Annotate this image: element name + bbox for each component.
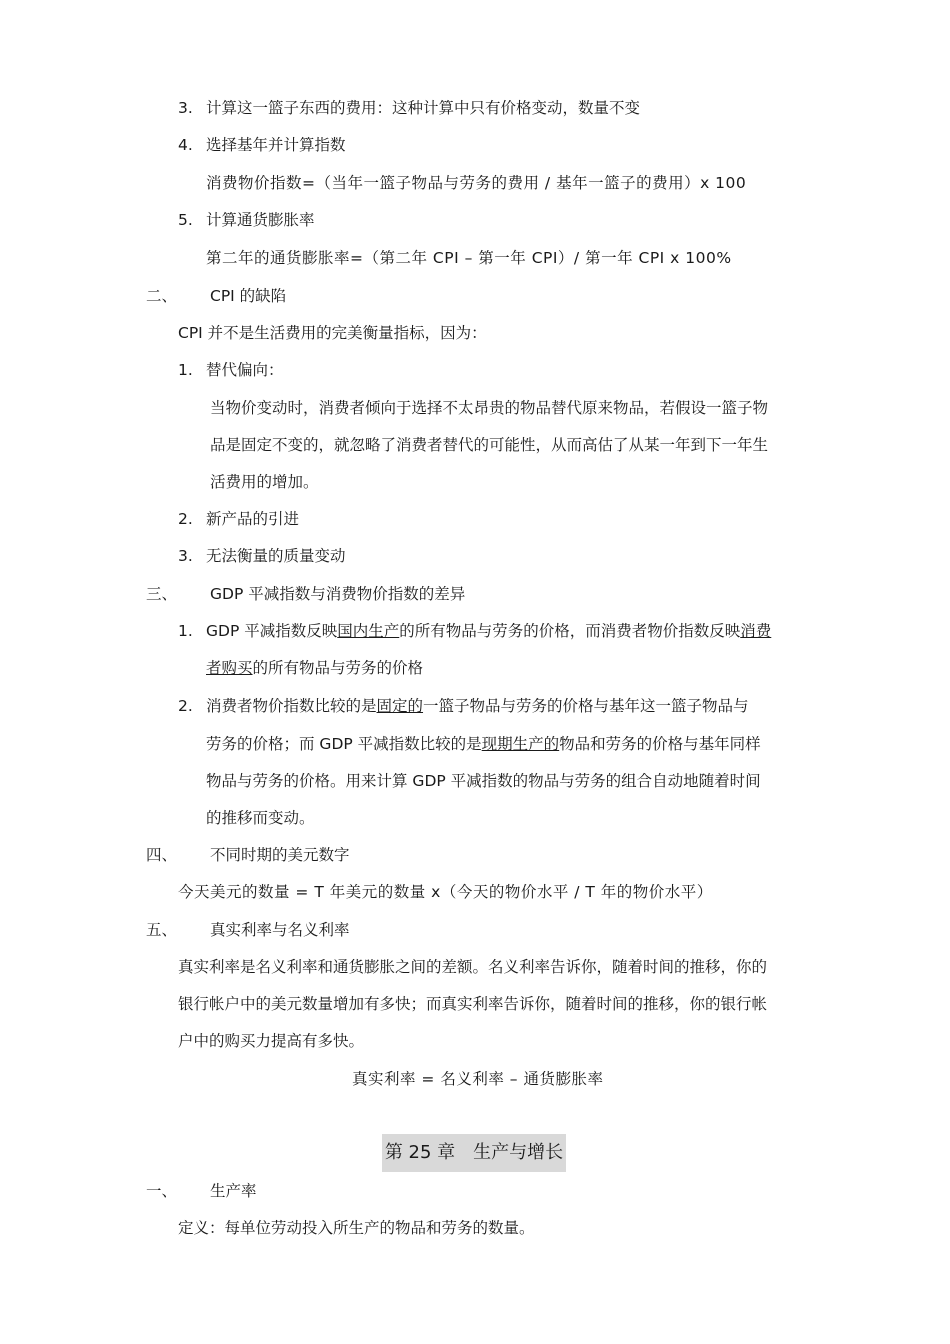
section-heading-5 [146,920,350,940]
paragraph-line: 的推移而变动。 [206,809,315,827]
list-number: 1. [178,622,193,640]
list-number: 4. [178,136,193,154]
list-number: 5. [178,211,193,229]
list-text-part: 消费者物价指数比较的是 [206,697,377,715]
section-number: 一、 [146,1182,178,1200]
list-item-5 [178,210,315,230]
underlined-term: 者购买 [206,659,253,677]
section-heading-4 [146,845,350,865]
list-text-part: 物品和劳务的价格与基年同样 [559,735,761,753]
list-item-1 [178,360,284,380]
list-text: 选择基年并计算指数 [206,136,346,154]
section-heading-2 [146,286,287,306]
real-rate-formula: 真实利率 = 名义利率 – 通货膨胀率 [352,1070,604,1088]
section-number: 二、 [146,287,178,305]
underlined-term: 国内生产 [337,622,400,640]
list-text: 计算通货膨胀率 [206,211,315,229]
section-number: 五、 [146,921,178,939]
section-title: 真实利率与名义利率 [210,921,350,939]
paragraph-line [206,658,423,678]
paragraph-line: 物品与劳务的价格。用来计算 GDP 平减指数的物品与劳务的组合自动地随着时间 [206,772,761,790]
list-text-part: 劳务的价格；而 GDP 平减指数比较的是 [206,735,482,753]
definition: 定义：每单位劳动投入所生产的物品和劳务的数量。 [178,1219,535,1237]
list-number: 3. [178,547,193,565]
underlined-term: 消费 [740,622,772,640]
section-title: GDP 平减指数与消费物价指数的差异 [210,585,466,603]
list-text-part: 的所有物品与劳务的价格 [252,659,424,677]
list-item-2 [178,696,749,716]
list-item-4 [178,135,346,155]
list-number: 2. [178,697,193,715]
list-text-part: 一篮子物品与劳务的价格与基年这一篮子物品与 [423,697,749,715]
paragraph-line: 户中的购买力提高有多快。 [178,1032,365,1050]
section-title: CPI 的缺陷 [210,287,287,305]
section-number: 三、 [146,585,178,603]
dollar-formula: 今天美元的数量 = T 年美元的数量 x（今天的物价水平 / T 年的物价水平） [178,883,713,901]
list-text: 新产品的引进 [206,510,300,528]
section-heading-3 [146,584,466,604]
paragraph-line: 真实利率是名义利率和通货膨胀之间的差额。名义利率告诉你，随着时间的推移，你的 [178,958,768,976]
paragraph-line: 当物价变动时，消费者倾向于选择不太昂贵的物品替代原来物品，若假设一篮子物 [210,399,769,417]
list-item-3 [178,98,640,118]
paragraph: CPI 并不是生活费用的完美衡量指标，因为： [178,324,487,342]
section-title: 生产率 [210,1182,257,1200]
paragraph-line [206,734,761,754]
list-text-part: 的所有物品与劳务的价格，而消费者物价指数反映 [399,622,741,640]
underlined-term: 现期生产的 [481,735,560,753]
paragraph-line: 品是固定不变的，就忽略了消费者替代的可能性，从而高估了从某一年到下一年生 [210,436,769,454]
list-number: 2. [178,510,193,528]
paragraph-line: 银行帐户中的美元数量增加有多快；而真实利率告诉你，随着时间的推移，你的银行帐 [178,995,768,1013]
chapter-heading: 第 25 章 生产与增长 [382,1134,566,1172]
cpi-formula: 消费物价指数=（当年一篮子物品与劳务的费用 / 基年一篮子的费用）x 100 [206,174,747,192]
list-text: 无法衡量的质量变动 [206,547,346,565]
list-number: 1. [178,361,193,379]
list-text: 替代偏向： [206,361,284,379]
list-number: 3. [178,99,193,117]
list-item-2 [178,509,299,529]
list-item-1 [178,621,771,641]
paragraph-line: 活费用的增加。 [210,473,319,491]
section-title: 不同时期的美元数字 [210,846,350,864]
list-text: 计算这一篮子东西的费用：这种计算中只有价格变动，数量不变 [206,99,641,117]
section-heading-1 [146,1181,257,1201]
list-item-3 [178,546,346,566]
underlined-term: 固定的 [376,697,424,715]
inflation-formula: 第二年的通货膨胀率=（第二年 CPI – 第一年 CPI）/ 第一年 CPI x 100% [206,249,732,267]
section-number: 四、 [146,846,178,864]
list-text-part: GDP 平减指数反映 [206,622,338,640]
